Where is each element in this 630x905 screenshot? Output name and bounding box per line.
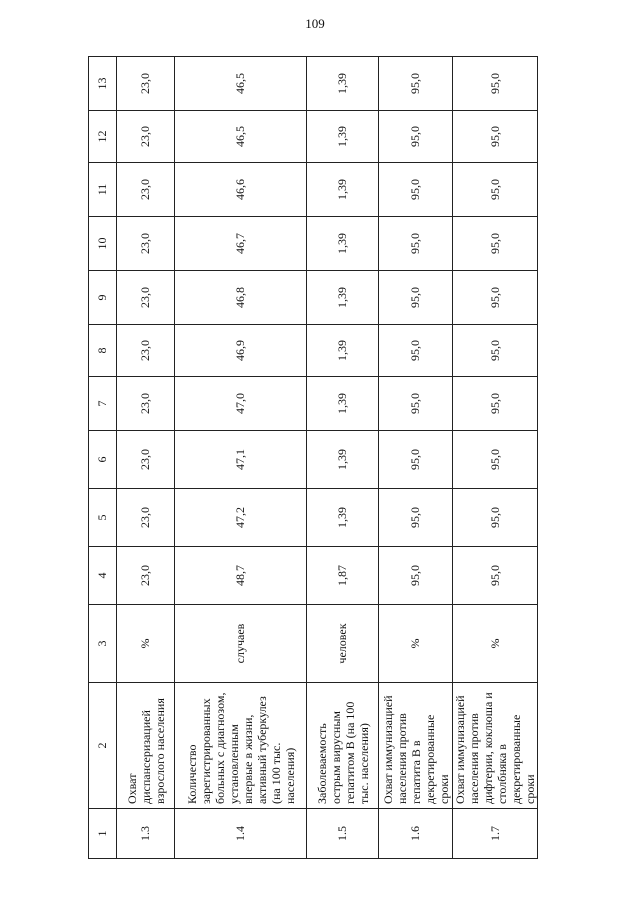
value-cell: 23,0 bbox=[117, 489, 175, 547]
value-cell: 95,0 bbox=[379, 325, 453, 377]
value-cell: 95,0 bbox=[453, 325, 538, 377]
table-row bbox=[379, 57, 453, 859]
value-cell: 1,39 bbox=[307, 111, 379, 163]
unit-cell: % bbox=[379, 605, 453, 683]
indicator-name: Охват диспансеризацией взрослого населения bbox=[117, 683, 175, 809]
value-cell: 23,0 bbox=[117, 111, 175, 163]
indicator-name: Охват иммунизацией населения против гепатита В в декретированные сроки bbox=[379, 683, 453, 809]
value-cell: 95,0 bbox=[379, 489, 453, 547]
header-cell: 1 bbox=[89, 809, 117, 859]
value-cell: 95,0 bbox=[453, 163, 538, 217]
unit-cell: % bbox=[117, 605, 175, 683]
header-row bbox=[89, 57, 117, 859]
value-cell: 23,0 bbox=[117, 377, 175, 431]
value-cell: 1,39 bbox=[307, 431, 379, 489]
value-cell: 95,0 bbox=[379, 163, 453, 217]
value-cell: 95,0 bbox=[379, 57, 453, 111]
header-cell: 11 bbox=[89, 163, 117, 217]
table-row bbox=[453, 57, 538, 859]
value-cell: 1,39 bbox=[307, 489, 379, 547]
value-cell: 95,0 bbox=[379, 377, 453, 431]
indicator-name: Заболеваемость острым вирусным гепатитом В (на 100 тыс. населения) bbox=[307, 683, 379, 809]
value-cell: 95,0 bbox=[453, 57, 538, 111]
indicator-name: Охват иммунизацией населения против дифтерии, коклюша и столбняка в декретированные сроки bbox=[453, 683, 538, 809]
value-cell: 23,0 bbox=[117, 325, 175, 377]
value-cell: 23,0 bbox=[117, 431, 175, 489]
table-row bbox=[307, 57, 379, 859]
value-cell: 95,0 bbox=[379, 431, 453, 489]
header-cell: 3 bbox=[89, 605, 117, 683]
value-cell: 95,0 bbox=[453, 271, 538, 325]
value-cell: 95,0 bbox=[453, 111, 538, 163]
header-cell: 2 bbox=[89, 683, 117, 809]
value-cell: 47,0 bbox=[175, 377, 307, 431]
row-number: 1.7 bbox=[453, 809, 538, 859]
header-cell: 13 bbox=[89, 57, 117, 111]
value-cell: 95,0 bbox=[453, 489, 538, 547]
header-cell: 8 bbox=[89, 325, 117, 377]
indicator-table-container bbox=[88, 57, 536, 859]
value-cell: 23,0 bbox=[117, 57, 175, 111]
value-cell: 1,39 bbox=[307, 57, 379, 111]
unit-cell: случаев bbox=[175, 605, 307, 683]
unit-cell: человек bbox=[307, 605, 379, 683]
value-cell: 95,0 bbox=[453, 217, 538, 271]
value-cell: 47,2 bbox=[175, 489, 307, 547]
value-cell: 1,39 bbox=[307, 271, 379, 325]
table-row bbox=[175, 57, 307, 859]
indicator-name: Количество зарегистрированных больных с диагнозом, установленным впервые в жизни, активный туберкулез (на 100 тыс. населения) bbox=[175, 683, 307, 809]
value-cell: 23,0 bbox=[117, 163, 175, 217]
value-cell: 95,0 bbox=[453, 377, 538, 431]
header-cell: 7 bbox=[89, 377, 117, 431]
header-cell: 10 bbox=[89, 217, 117, 271]
value-cell: 1,39 bbox=[307, 325, 379, 377]
header-cell: 5 bbox=[89, 489, 117, 547]
value-cell: 23,0 bbox=[117, 547, 175, 605]
value-cell: 95,0 bbox=[379, 111, 453, 163]
value-cell: 23,0 bbox=[117, 217, 175, 271]
value-cell: 95,0 bbox=[453, 547, 538, 605]
value-cell: 46,9 bbox=[175, 325, 307, 377]
rotated-table-frame bbox=[88, 57, 536, 859]
row-number: 1.5 bbox=[307, 809, 379, 859]
header-cell: 12 bbox=[89, 111, 117, 163]
value-cell: 95,0 bbox=[379, 547, 453, 605]
header-cell: 9 bbox=[89, 271, 117, 325]
value-cell: 46,8 bbox=[175, 271, 307, 325]
value-cell: 46,6 bbox=[175, 163, 307, 217]
header-cell: 4 bbox=[89, 547, 117, 605]
value-cell: 23,0 bbox=[117, 271, 175, 325]
value-cell: 95,0 bbox=[379, 271, 453, 325]
value-cell: 1,39 bbox=[307, 377, 379, 431]
header-cell: 6 bbox=[89, 431, 117, 489]
page-number: 109 bbox=[305, 16, 325, 31]
row-number: 1.4 bbox=[175, 809, 307, 859]
value-cell: 46,7 bbox=[175, 217, 307, 271]
value-cell: 46,5 bbox=[175, 57, 307, 111]
unit-cell: % bbox=[453, 605, 538, 683]
value-cell: 1,39 bbox=[307, 163, 379, 217]
value-cell: 46,5 bbox=[175, 111, 307, 163]
indicator-table bbox=[88, 56, 538, 859]
row-number: 1.6 bbox=[379, 809, 453, 859]
value-cell: 1,87 bbox=[307, 547, 379, 605]
table-row bbox=[117, 57, 175, 859]
value-cell: 95,0 bbox=[453, 431, 538, 489]
value-cell: 47,1 bbox=[175, 431, 307, 489]
value-cell: 1,39 bbox=[307, 217, 379, 271]
value-cell: 95,0 bbox=[379, 217, 453, 271]
value-cell: 48,7 bbox=[175, 547, 307, 605]
row-number: 1.3 bbox=[117, 809, 175, 859]
